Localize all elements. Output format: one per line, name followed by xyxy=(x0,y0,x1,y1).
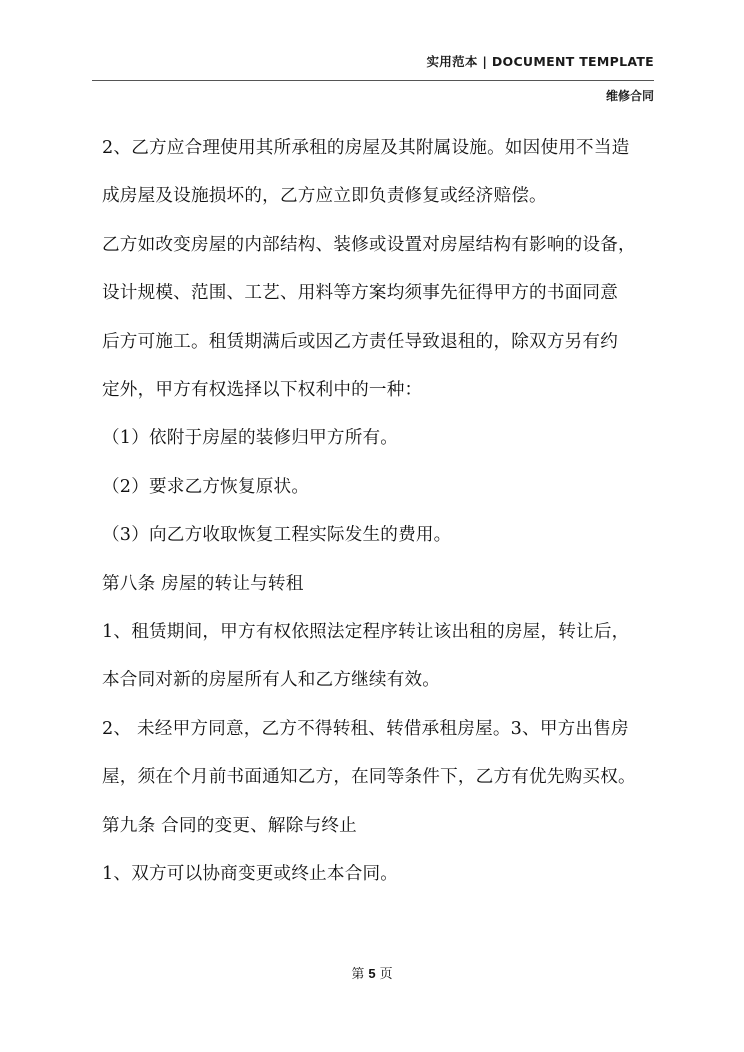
body-line: 2、 未经甲方同意，乙方不得转租、转借承租房屋。3、甲方出售房 xyxy=(102,718,629,739)
body-line: 1、双方可以协商变更或终止本合同。 xyxy=(102,864,399,884)
body-line: 1、租赁期间，甲方有权依照法定程序转让该出租的房屋，转让后， xyxy=(102,622,630,642)
header-rule xyxy=(92,80,654,81)
body-line: （2）要求乙方恢复原状。 xyxy=(102,476,310,497)
body-line: 定外，甲方有权选择以下权利中的一种： xyxy=(102,380,423,400)
footer-suffix: 页 xyxy=(379,967,393,982)
body-line: （3）向乙方收取恢复工程实际发生的费用。 xyxy=(102,525,452,546)
body-line: 第八条 房屋的转让与转租 xyxy=(102,573,304,594)
footer-prefix: 第 xyxy=(351,967,365,982)
body-line: 本合同对新的房屋所有人和乙方继续有效。 xyxy=(102,670,441,691)
header-title: 实用范本 | DOCUMENT TEMPLATE xyxy=(426,54,654,69)
body-line: 成房屋及设施损坏的，乙方应立即负责修复或经济赔偿。 xyxy=(102,186,547,207)
body-line: 设计规模、范围、工艺、用料等方案均须事先征得甲方的书面同意 xyxy=(102,283,619,304)
page-number: 5 xyxy=(368,966,376,981)
body-line: （1）依附于房屋的装修归甲方所有。 xyxy=(102,428,399,449)
body-line: 屋，须在个月前书面通知乙方，在同等条件下，乙方有优先购买权。 xyxy=(102,767,636,788)
page-footer xyxy=(0,963,744,982)
body-line: 后方可施工。租赁期满后或因乙方责任导致退租的，除双方另有约 xyxy=(102,331,619,352)
body-line: 乙方如改变房屋的内部结构、装修或设置对房屋结构有影响的设备， xyxy=(102,234,636,255)
body-line: 第九条 合同的变更、解除与终止 xyxy=(102,815,357,836)
body-line: 2、乙方应合理使用其所承租的房屋及其附属设施。如因使用不当造 xyxy=(102,138,630,158)
header-subtitle: 维修合同 xyxy=(605,89,654,103)
